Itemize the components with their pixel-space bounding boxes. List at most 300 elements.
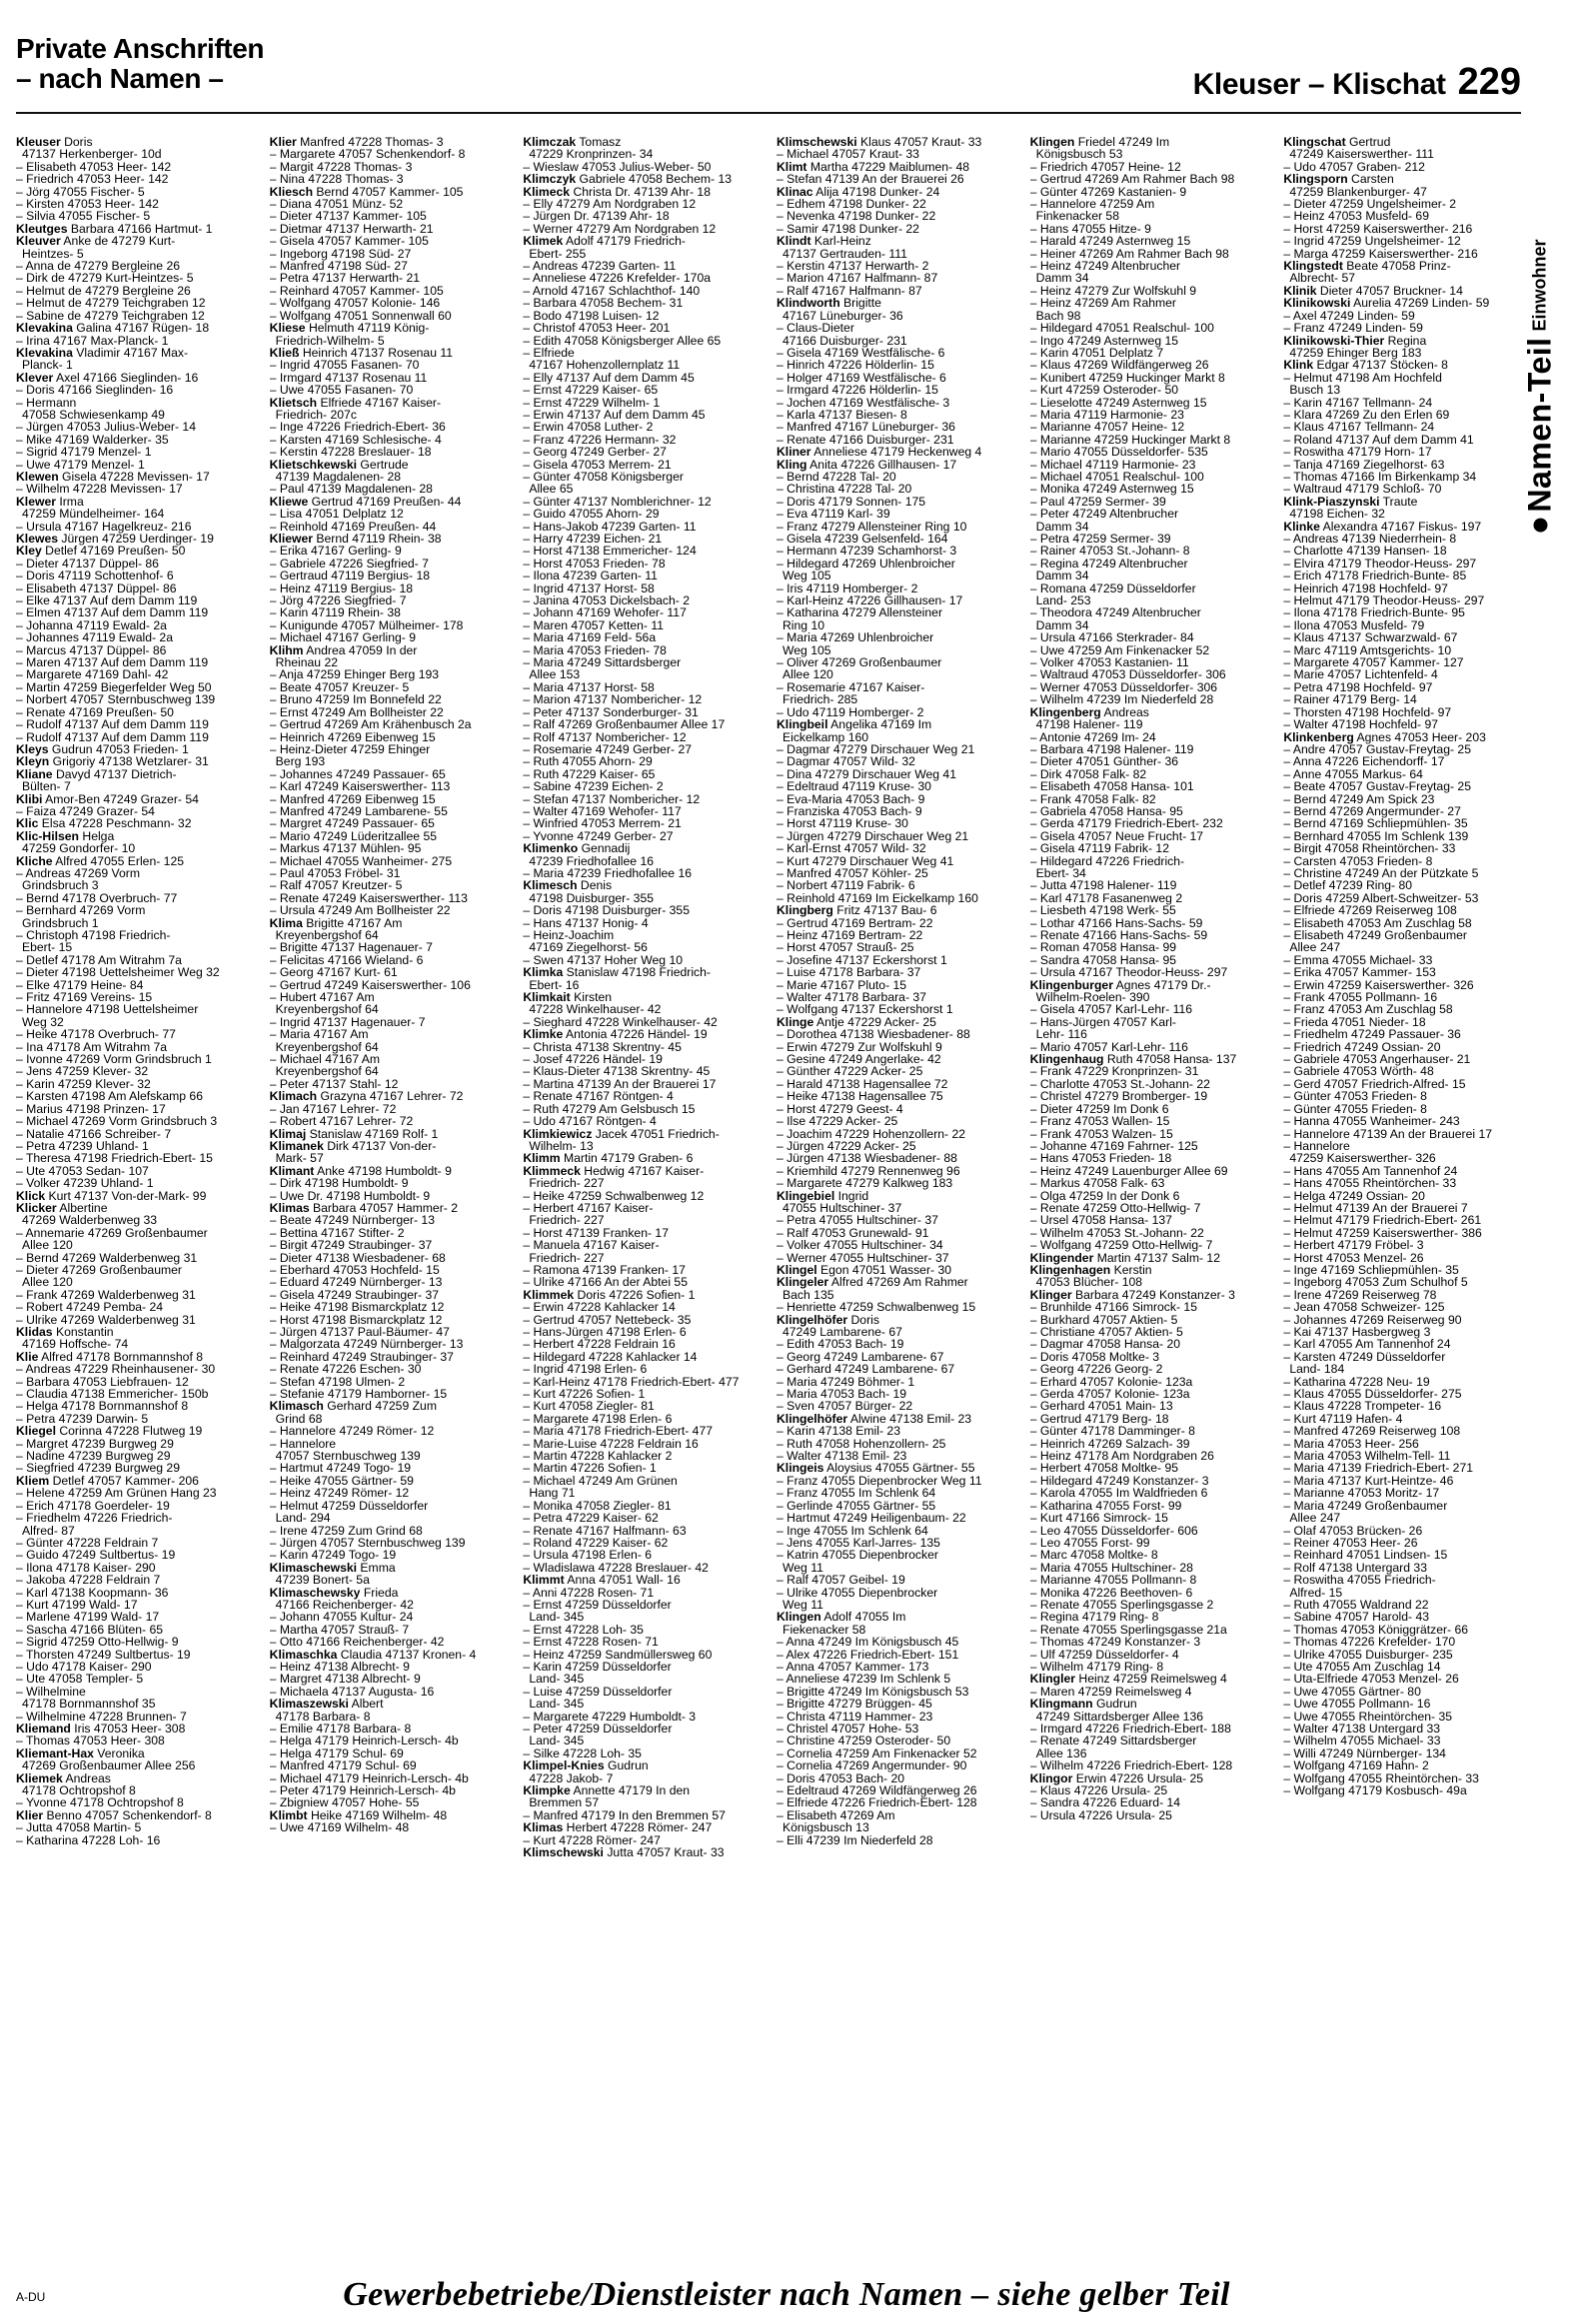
entry-text: – Renate 47166 Duisburger- 231 xyxy=(777,432,954,447)
entry-text: – Sabine 47239 Eichen- 2 xyxy=(523,779,664,794)
entry-text: – Doris 47179 Sonnen- 175 xyxy=(777,494,926,509)
entry-text: – Helga 47179 Heinrich-Lersch- 4b xyxy=(269,1734,459,1748)
entry-text: Wilhelm-Roelen- 390 xyxy=(1035,990,1150,1005)
section-title xyxy=(16,34,264,94)
entry-text: – Monika 47058 Ziegler- 81 xyxy=(523,1498,672,1513)
entry-text: Anneliese 47179 Heckenweg 4 xyxy=(810,445,982,460)
entry-text: – Erwin 47259 Kaiserswerther- 326 xyxy=(1283,977,1474,992)
entry-text: Friedel 47249 Im xyxy=(1074,136,1170,149)
entry-text: Edgar 47137 Stöcken- 8 xyxy=(1313,358,1448,373)
section-title-line2: – nach Namen – xyxy=(16,63,224,94)
entry-text: – Günter 47178 Damminger- 8 xyxy=(1029,1424,1195,1439)
entry-text: Grindsbruch 3 xyxy=(22,878,99,893)
entry-text: Allee 153 xyxy=(529,667,581,682)
entry-text: – Dieter 47259 Im Donk 6 xyxy=(1029,1101,1169,1116)
entry-text: – Hartmut 47249 Heiligenbaum- 22 xyxy=(777,1511,966,1526)
entry-text: Antonia 47226 Händel- 19 xyxy=(563,1027,708,1042)
entry-text: – Maria 47053 Heer- 256 xyxy=(1283,1436,1419,1451)
entry-text: – Kai 47137 Hasbergweg 3 xyxy=(1283,1325,1431,1339)
entry-text: – Anneliese 47226 Krefelder- 170a xyxy=(523,271,712,286)
entry-surname: Klimpke xyxy=(523,1783,571,1798)
listing-column xyxy=(1030,136,1268,2192)
entry-surname: Kliane xyxy=(16,766,53,781)
entry-text: – Ilona 47178 Friedrich-Bunte- 95 xyxy=(1283,605,1465,620)
entry-text: – Dina 47279 Dirschauer Weg 41 xyxy=(777,766,956,781)
entry-text: – Ramona 47139 Franken- 17 xyxy=(523,1262,686,1277)
entry-text: – Günter 47228 Feldrain 7 xyxy=(16,1535,159,1550)
entry-text: – Emma 47055 Michael- 33 xyxy=(1283,952,1433,967)
entry-text: – Helmut de 47279 Teichgraben 12 xyxy=(16,296,206,311)
entry-text: – Gisela 47057 Karl-Lehr- 116 xyxy=(1029,1002,1193,1017)
entry-text: 47249 Sittardsberger Allee 136 xyxy=(1035,1709,1204,1724)
entry-text: – Karl-Heinz 47226 Gillhausen- 17 xyxy=(777,593,963,608)
entry-text: Corinna 47228 Flutweg 19 xyxy=(55,1424,203,1439)
entry-text: – Renate 47249 Kaiserswerther- 113 xyxy=(269,890,468,905)
entry-text: Agnes 47053 Heer- 203 xyxy=(1353,729,1486,744)
entry-surname: Klietsch xyxy=(269,395,318,410)
entry-text: – Uwe 47259 Am Finkenacker 52 xyxy=(1029,642,1210,657)
entry-text: Bremmen 57 xyxy=(529,1795,600,1810)
entry-text: – Ute 47053 Sedan- 107 xyxy=(16,1163,149,1178)
entry-text: – Gerda 47057 Kolonie- 123a xyxy=(1029,1387,1190,1402)
entry-text: – Elisabeth 47053 Am Zuschlag 58 xyxy=(1283,915,1472,930)
entry-text: – Claus-Dieter xyxy=(777,321,854,336)
entry-text: Denis xyxy=(577,878,613,893)
entry-text: Kreyenbergshof 64 xyxy=(275,1064,379,1079)
entry-text: – Markus 47058 Falk- 63 xyxy=(1029,1176,1165,1191)
entry-surname: Klimenko xyxy=(523,841,579,856)
entry-text: – Romana 47259 Düsseldorfer xyxy=(1029,581,1196,595)
entry-text: – Regina 47249 Altenbrucher xyxy=(1029,556,1188,571)
entry-surname: Kliche xyxy=(16,853,53,868)
entry-surname: Klingmann xyxy=(1029,1697,1093,1712)
listing-column xyxy=(1283,136,1521,2192)
entry-text: – Georg 47167 Kurt- 61 xyxy=(269,965,398,980)
entry-text: – Hannelore xyxy=(1283,1138,1350,1153)
entry-surname: Klewes xyxy=(16,532,59,546)
entry-text: – Karl 47249 Kaiserswerther- 113 xyxy=(269,779,451,794)
entry-surname: Klicker xyxy=(16,1200,57,1215)
entry-surname: Kliemand xyxy=(16,1722,71,1736)
entry-text: – Renate 47259 Otto-Hellwig- 7 xyxy=(1029,1200,1201,1215)
entry-text: Allee 120 xyxy=(22,1238,73,1253)
entry-surname: Klimeck xyxy=(523,184,571,199)
entry-text: – Walter 47178 Barbara- 37 xyxy=(777,990,926,1005)
entry-text: – Walter 47198 Hochfeld- 97 xyxy=(1283,717,1439,732)
entry-text: – Klaus 47269 Wildfängerweg 26 xyxy=(1029,358,1209,373)
entry-text: – Doris 47053 Bach- 20 xyxy=(777,1770,905,1785)
entry-text: – Peter 47179 Heinrich-Lersch- 4b xyxy=(269,1783,456,1798)
entry-text: Irma xyxy=(55,494,84,509)
entry-text: – Detlef 47178 Am Witrahm 7a xyxy=(16,952,182,967)
entry-text: – Werner 47053 Düsseldorfer- 306 xyxy=(1029,679,1218,694)
entry-surname: Klimesch xyxy=(523,878,578,893)
entry-text: – Peter 47137 Stahl- 12 xyxy=(269,1076,399,1091)
section-title-line1: Private Anschriften xyxy=(16,33,265,64)
entry-text: Beate 47058 Prinz- xyxy=(1342,259,1451,274)
entry-text: – Gisela 47239 Gelsenfeld- 164 xyxy=(777,532,948,546)
entry-surname: Klimas xyxy=(269,1200,310,1215)
section-tab-word1: Einwohner xyxy=(1529,239,1550,332)
entry-text: – Peter 47249 Altenbrucher xyxy=(1029,507,1179,522)
entry-text: – Franz 47055 Im Schlenk 64 xyxy=(777,1486,936,1501)
entry-text: – Hildegard 47226 Friedrich- xyxy=(1029,853,1185,868)
entry-text: – Maren 47259 Reimelsweg 4 xyxy=(1029,1684,1192,1699)
entry-text: – Bernd 47169 Schliepmühlen- 35 xyxy=(1283,816,1468,831)
entry-text: – Hartmut 47249 Togo- 19 xyxy=(269,1461,412,1476)
entry-text: – Hildegard 47228 Kahlacker 14 xyxy=(523,1349,698,1364)
entry-text: – Dieter 47051 Günther- 36 xyxy=(1029,754,1179,769)
entry-text: – Gertraud 47119 Bergius- 18 xyxy=(269,569,430,583)
entry-text: – Maria 47239 Friedhofallee 16 xyxy=(523,865,693,880)
entry-text: – Anna 47249 Im Königsbusch 45 xyxy=(777,1635,959,1650)
entry-text: Barbara 47249 Konstanzer- 3 xyxy=(1071,1287,1235,1302)
entry-text: Damm 34 xyxy=(1035,271,1089,286)
entry-text: – Christine 47259 Osteroder- 50 xyxy=(777,1734,951,1748)
entry-text: – Friedhelm 47249 Passauer- 36 xyxy=(1283,1027,1461,1042)
listing-entry xyxy=(777,1834,1014,1846)
entry-text: – Manfred 47249 Lambarene- 55 xyxy=(269,803,448,818)
entry-text: – Ursel 47058 Hansa- 137 xyxy=(1029,1213,1172,1228)
entry-text: – Horst 47053 Frieden- 78 xyxy=(523,556,666,571)
entry-text: – Kirsten 47053 Heer- 142 xyxy=(16,197,159,212)
entry-text: – Karola 47055 Im Waldfrieden 6 xyxy=(1029,1486,1208,1501)
entry-text: 47229 Kronprinzen- 34 xyxy=(529,147,654,162)
entry-text: 47198 Eichen- 32 xyxy=(1289,507,1385,522)
entry-text: 47169 Hoffsche- 74 xyxy=(22,1337,129,1352)
entry-text: – Kurt 47259 Osteroder- 50 xyxy=(1029,383,1179,398)
entry-text: – Thomas 47166 Im Birkenkamp 34 xyxy=(1283,469,1477,484)
entry-text: Finkenacker 58 xyxy=(1035,209,1119,224)
entry-text: – Guido 47249 Sultbertus- 19 xyxy=(16,1548,176,1563)
entry-text: – Ilona 47239 Garten- 11 xyxy=(523,569,658,583)
entry-text: Friedrich-Wilhelm- 5 xyxy=(275,333,385,348)
entry-text: – Gertrud 47057 Nettebeck- 35 xyxy=(523,1312,692,1327)
entry-text: – Michael 47249 Am Grünen xyxy=(523,1473,678,1488)
entry-text: – Brigitte 47249 Im Königsbusch 53 xyxy=(777,1684,969,1699)
entry-text: – Elly 47279 Am Nordgraben 12 xyxy=(523,197,697,212)
entry-text: – Rudolf 47137 Auf dem Damm 119 xyxy=(16,717,209,732)
entry-text: – Hans-Jürgen 47057 Karl- xyxy=(1029,1014,1176,1029)
entry-text: – Michael 47167 Gerling- 9 xyxy=(269,630,416,645)
entry-text: – Faiza 47249 Grazer- 54 xyxy=(16,803,155,818)
entry-text: – Wolfgang 47169 Hahn- 2 xyxy=(1283,1758,1429,1773)
entry-text: – Hildegard 47269 Uhlenbroicher xyxy=(777,556,955,571)
entry-text: 47167 Hohenzollernplatz 11 xyxy=(529,358,681,373)
entry-text: – Jürgen 47279 Dirschauer Weg 21 xyxy=(777,828,969,843)
entry-text: – Rosemarie 47249 Gerber- 27 xyxy=(523,741,693,756)
entry-text: – Edeltraud 47269 Wildfängerweg 26 xyxy=(777,1783,977,1798)
listing-column xyxy=(16,136,254,2192)
entry-text: – Mario 47249 Lüderitzallee 55 xyxy=(269,828,438,843)
listing-entry xyxy=(270,1821,508,1833)
entry-text: 47137 Gertrauden- 111 xyxy=(783,246,907,261)
entry-text: – Petra 47259 Sermer- 39 xyxy=(1029,532,1171,546)
entry-surname: Klink xyxy=(1283,358,1314,373)
entry-text: – Jörg 47226 Siegfried- 7 xyxy=(269,593,407,608)
entry-text: – Margarete 47279 Kalkweg 183 xyxy=(777,1176,953,1191)
entry-text: – Roland 47137 Auf dem Damm 41 xyxy=(1283,432,1474,447)
entry-text: – Roland 47229 Kaiser- 62 xyxy=(523,1535,669,1550)
entry-text: – Katharina 47279 Allensteiner xyxy=(777,605,943,620)
entry-surname: Klinger xyxy=(1029,1287,1072,1302)
entry-text: – Petra 47137 Herwarth- 21 xyxy=(269,271,421,286)
entry-text: Aloysius 47055 Gärtner- 55 xyxy=(823,1461,975,1476)
entry-text: – Maria 47249 Großenbaumer xyxy=(1283,1498,1448,1513)
entry-text: – Doris 47259 Albert-Schweitzer- 53 xyxy=(1283,890,1479,905)
entry-text: – Bernd 47269 Walderbenweg 31 xyxy=(16,1250,198,1265)
entry-text: – Heinz 47279 Zur Wolfskuhl 9 xyxy=(1029,283,1197,298)
entry-text: – Rudolf 47137 Auf dem Damm 119 xyxy=(16,729,209,744)
entry-text: – Sandra 47058 Hansa- 95 xyxy=(1029,952,1177,967)
entry-text: – Nevenka 47198 Dunker- 22 xyxy=(777,209,936,224)
entry-text: – Manfred 47269 Eibenweg 15 xyxy=(269,791,436,806)
entry-text: – Marie 47167 Pluto- 15 xyxy=(777,977,907,992)
entry-text: – Georg 47249 Gerber- 27 xyxy=(523,445,667,460)
entry-text: – Wilhelm 47226 Friedrich-Ebert- 128 xyxy=(1029,1758,1233,1773)
entry-text: – Robert 47167 Lehrer- 72 xyxy=(269,1114,414,1129)
entry-text: – Franz 47053 Am Zuschlag 58 xyxy=(1283,1002,1453,1017)
entry-text: – Luise 47259 Düsseldorfer xyxy=(523,1684,673,1699)
entry-surname: Klimm xyxy=(523,1151,561,1166)
entry-text: – Franz 47053 Wallen- 15 xyxy=(1029,1114,1170,1129)
entry-text: Weg 32 xyxy=(22,1014,64,1029)
entry-text: – Ingo 47249 Asternweg 15 xyxy=(1029,333,1179,348)
entry-text: 47137 Herkenberger- 10d xyxy=(22,147,162,162)
entry-text: – Heinz 47053 Musfeld- 69 xyxy=(1283,209,1429,224)
entry-text: – Dirk 47198 Humboldt- 9 xyxy=(269,1176,409,1191)
entry-surname: Klingstedt xyxy=(1283,259,1343,274)
entry-text: – Inge 47055 Im Schlenk 64 xyxy=(777,1523,928,1538)
entry-text: – Annemarie 47269 Großenbaumer xyxy=(16,1225,208,1240)
entry-text: – Christoph 47198 Friedrich- xyxy=(16,928,171,942)
entry-text: – Dirk de 47279 Kurt-Heintzes- 5 xyxy=(16,271,194,286)
entry-text: – Marius 47198 Prinzen- 17 xyxy=(16,1101,166,1116)
entry-text: – Frieda 47051 Nieder- 18 xyxy=(1283,1014,1426,1029)
entry-text: – Heinz 47249 Römer- 12 xyxy=(269,1486,410,1501)
entry-text: – Ivonne 47269 Vorm Grindsbruch 1 xyxy=(16,1052,212,1067)
entry-surname: Klimmeck xyxy=(523,1163,581,1178)
entry-text: – Renate 47226 Eschen- 30 xyxy=(269,1362,422,1377)
entry-text: – Gabriele 47053 Angerhauser- 21 xyxy=(1283,1052,1471,1067)
entry-text: Friedrich- 227 xyxy=(529,1213,605,1228)
entry-text: – Maria 47249 Böhmer- 1 xyxy=(777,1374,915,1389)
entry-surname: Kliewer xyxy=(269,532,314,546)
entry-surname: Klingbeil xyxy=(777,717,828,732)
entry-text: – Johannes 47249 Passauer- 65 xyxy=(269,766,446,781)
entry-text: Albertine xyxy=(56,1200,108,1215)
entry-text: – Axel 47249 Linden- 59 xyxy=(1283,308,1415,323)
entry-text: – Jürgen 47137 Paul-Bäumer- 47 xyxy=(269,1325,450,1339)
entry-text: – Sandra 47226 Eduard- 14 xyxy=(1029,1795,1181,1810)
entry-text: – Elly 47137 Auf dem Damm 45 xyxy=(523,370,695,385)
entry-text: – Helga 47249 Ossian- 20 xyxy=(1283,1188,1425,1203)
entry-text: 47178 Ochtropshof 8 xyxy=(22,1783,136,1798)
entry-text: – Ernst 47259 Düsseldorfer xyxy=(523,1597,672,1612)
entry-surname: Klingeis xyxy=(777,1461,824,1476)
entry-text: Friedrich- 285 xyxy=(783,692,858,707)
entry-text: – Renate 47055 Sperlingsgasse 2 xyxy=(1029,1597,1214,1612)
entry-text: Hang 71 xyxy=(529,1486,576,1501)
entry-text: – Udo 47167 Röntgen- 4 xyxy=(523,1114,657,1129)
entry-text: Bülten- 7 xyxy=(22,779,71,794)
entry-text: – Maria 47137 Kurt-Heintze- 46 xyxy=(1283,1473,1454,1488)
entry-text: – Elisabeth 47249 Großenbaumer xyxy=(1283,928,1467,942)
entry-text: – Maria 47249 Sittardsberger xyxy=(523,655,682,670)
entry-text: – Jörg 47055 Fischer- 5 xyxy=(16,184,145,199)
entry-text: – Hermann xyxy=(16,395,77,410)
entry-text: – Wladislawa 47228 Breslauer- 42 xyxy=(523,1560,709,1575)
entry-text: – Irmgard 47226 Friedrich-Ebert- 188 xyxy=(1029,1722,1231,1736)
entry-text: Regina xyxy=(1384,333,1427,348)
entry-text: – Horst 47198 Bismarckplatz 12 xyxy=(269,1312,443,1327)
entry-surname: Klingelhöfer xyxy=(777,1312,848,1327)
entry-text: – Iris 47119 Homberger- 2 xyxy=(777,581,918,595)
entry-text: – Renate 47169 Preußen- 50 xyxy=(16,704,174,719)
entry-text: – Christa 47138 Skrentny- 45 xyxy=(523,1039,682,1054)
entry-text: – Friedrich 47249 Ossian- 20 xyxy=(1283,1039,1441,1054)
bullet-icon xyxy=(1533,519,1547,533)
entry-text: – Maria 47119 Harmonie- 23 xyxy=(1029,407,1184,422)
entry-text: – Martin 47228 Kahlacker 2 xyxy=(523,1449,673,1464)
entry-text: – Klara 47269 Zu den Erlen 69 xyxy=(1283,407,1450,422)
entry-text: – Manfred 47179 Schul- 69 xyxy=(269,1758,417,1773)
entry-text: – Eva-Maria 47053 Bach- 9 xyxy=(777,791,925,806)
entry-text: – Hans-Jakob 47239 Garten- 11 xyxy=(523,519,697,534)
entry-text: – Roswitha 47055 Friedrich- xyxy=(1283,1573,1436,1588)
entry-text: – Elfriede xyxy=(523,345,575,360)
entry-text: Detlef 47057 Kammer- 206 xyxy=(49,1473,199,1488)
entry-surname: Klingen xyxy=(1029,136,1075,149)
entry-surname: Klie xyxy=(16,1349,39,1364)
entry-text: – Brigitte 47137 Hagenauer- 7 xyxy=(269,940,433,955)
entry-text: – Jürgen 47229 Acker- 25 xyxy=(777,1138,916,1153)
entry-text: – Ruth 47279 Am Gelsbusch 15 xyxy=(523,1101,696,1116)
entry-text: – Karin 47259 Klever- 32 xyxy=(16,1076,151,1091)
entry-text: – Marie 47057 Lichtenfeld- 4 xyxy=(1283,667,1438,682)
entry-text: – Gisela 47249 Straubinger- 37 xyxy=(269,1287,440,1302)
entry-surname: Kliewe xyxy=(269,494,309,509)
entry-text: – Volker 47239 Uhland- 1 xyxy=(16,1176,154,1191)
entry-text: – Malgorzata 47249 Nürnberger- 13 xyxy=(269,1337,464,1352)
entry-text: – Silvia 47055 Fischer- 5 xyxy=(16,209,151,224)
entry-text: Emma xyxy=(357,1560,396,1575)
entry-text: – Werner 47279 Am Nordgraben 12 xyxy=(523,221,717,236)
entry-text: 47057 Sternbuschweg 139 xyxy=(275,1449,421,1464)
entry-text: – Waltraud 47053 Düsseldorfer- 306 xyxy=(1029,667,1226,682)
entry-surname: Klihm xyxy=(269,642,304,657)
entry-text: – Erwin 47137 Auf dem Damm 45 xyxy=(523,407,706,422)
entry-text: Gerhard 47259 Zum xyxy=(323,1399,437,1414)
entry-text: – Marc 47058 Moltke- 8 xyxy=(1029,1548,1158,1563)
entry-text: – Helmut 47259 Düsseldorfer xyxy=(269,1498,429,1513)
entry-text: – Leo 47055 Forst- 99 xyxy=(1029,1535,1150,1550)
entry-text: – Ilse 47229 Acker- 25 xyxy=(777,1114,898,1129)
entry-text: – Willi 47249 Nürnberger- 134 xyxy=(1283,1745,1446,1760)
entry-text: – Gabriela 47058 Hansa- 95 xyxy=(1029,803,1183,818)
entry-surname: Klimaschewski xyxy=(269,1560,358,1575)
entry-text: Busch 13 xyxy=(1289,383,1341,398)
entry-surname: Kließ xyxy=(269,345,300,360)
entry-text: – Helmut de 47279 Bergleine 26 xyxy=(16,283,191,298)
entry-text: – Heike 47259 Schwalbenweg 12 xyxy=(523,1188,705,1203)
entry-text: – Heinz 47119 Bergius- 18 xyxy=(269,581,414,595)
entry-text: 47259 Kaiserswerther- 326 xyxy=(1289,1151,1436,1166)
entry-text: – Ingeborg 47053 Zum Schulhof 5 xyxy=(1283,1275,1468,1290)
listing-entry xyxy=(1283,1784,1521,1796)
entry-text: – Uwe 47169 Wilhelm- 48 xyxy=(269,1820,410,1835)
entry-text: – Wilhelm 47053 St.-Johann- 22 xyxy=(1029,1225,1204,1240)
entry-text: – Erwin 47228 Kahlacker 14 xyxy=(523,1300,676,1315)
entry-surname: Klingenburger xyxy=(1029,977,1113,992)
entry-text: – Paul 47259 Sermer- 39 xyxy=(1029,494,1166,509)
entry-text: Anita 47226 Gillhausen- 17 xyxy=(806,457,957,472)
entry-text: – Karl 47055 Am Tannenhof 24 xyxy=(1283,1337,1451,1352)
entry-text: – Guido 47055 Ahorn- 29 xyxy=(523,507,660,522)
entry-text: Aurelia 47269 Linden- 59 xyxy=(1350,296,1490,311)
entry-text: – Jens 47055 Karl-Jarres- 135 xyxy=(777,1535,940,1550)
entry-text: Alwine 47138 Emil- 23 xyxy=(847,1411,972,1426)
entry-text: – Andreas 47229 Rheinhausener- 30 xyxy=(16,1362,216,1377)
entry-text: – Jürgen 47057 Sternbuschweg 139 xyxy=(269,1535,466,1550)
entry-text: – Walter 47138 Untergard 33 xyxy=(1283,1722,1441,1736)
entry-text: – Inge 47169 Schliepmühlen- 35 xyxy=(1283,1262,1459,1277)
entry-surname: Klic xyxy=(16,816,39,831)
entry-text: – Doris 47119 Schottenhof- 6 xyxy=(16,569,174,583)
entry-text: – Kerstin 47137 Herwarth- 2 xyxy=(777,259,929,274)
entry-text: Martha 47229 Maiblumen- 48 xyxy=(806,159,970,174)
entry-surname: Klimczyk xyxy=(523,172,577,187)
entry-text: – Tanja 47169 Ziegelhorst- 63 xyxy=(1283,457,1445,472)
entry-text: – Carsten 47053 Frieden- 8 xyxy=(1283,853,1433,868)
entry-text: – Jean 47058 Schweizer- 125 xyxy=(1283,1300,1445,1315)
entry-text: – Klaus 47137 Schwarzwald- 67 xyxy=(1283,630,1458,645)
entry-text: Barbara 47057 Hammer- 2 xyxy=(309,1200,458,1215)
entry-text: – Heinz 47259 Sandmüllersweg 60 xyxy=(523,1647,713,1662)
entry-text: – Dieter 47137 Düppel- 86 xyxy=(16,556,159,571)
entry-text: – Jürgen 47053 Julius-Weber- 14 xyxy=(16,420,196,435)
entry-text: – Ulf 47259 Düsseldorfer- 4 xyxy=(1029,1647,1179,1662)
entry-text: – Christel 47279 Bromberger- 19 xyxy=(1029,1089,1208,1104)
entry-text: – Birgit 47058 Rheintörchen- 33 xyxy=(1283,841,1456,856)
entry-text: – Irene 47269 Reiserweg 78 xyxy=(1283,1287,1437,1302)
entry-text: – Beate 47057 Kreuzer- 5 xyxy=(269,679,410,694)
entry-surname: Kling xyxy=(777,457,807,472)
entry-surname: Klier xyxy=(16,1807,44,1822)
entry-surname: Klima xyxy=(269,915,303,930)
entry-surname: Kley xyxy=(16,544,42,559)
entry-text: 47167 Lüneburger- 36 xyxy=(783,308,903,323)
entry-surname: Klimt xyxy=(777,159,807,174)
entry-text: – Gertrud 47179 Berg- 18 xyxy=(1029,1411,1169,1426)
entry-text: Martin 47179 Graben- 6 xyxy=(560,1151,694,1166)
entry-text: – Eva 47119 Karl- 39 xyxy=(777,507,890,522)
entry-text: – Horst 47139 Franken- 17 xyxy=(523,1225,669,1240)
entry-text: – Margret 47239 Burgweg 29 xyxy=(16,1436,174,1451)
entry-surname: Klimkiewicz xyxy=(523,1126,593,1141)
entry-surname: Klidas xyxy=(16,1325,53,1339)
entry-text: – Johannes 47269 Reiserweg 90 xyxy=(1283,1312,1462,1327)
entry-surname: Klimschewski xyxy=(777,136,857,149)
entry-text: – Swen 47137 Hoher Weg 10 xyxy=(523,952,684,967)
entry-text: – Arnold 47167 Schlachthof- 140 xyxy=(523,283,701,298)
entry-text: – Elfriede 47226 Friedrich-Ebert- 128 xyxy=(777,1795,977,1810)
entry-text: – Wilhelm 47179 Ring- 8 xyxy=(1029,1659,1164,1674)
entry-text: – Stefan 47137 Nombericher- 12 xyxy=(523,791,701,806)
entry-text: – Barbara 47058 Bechem- 31 xyxy=(523,296,684,311)
entry-text: – Ruth 47055 Waldrand 22 xyxy=(1283,1597,1429,1612)
entry-text: Erwin 47226 Ursula- 25 xyxy=(1072,1770,1204,1785)
